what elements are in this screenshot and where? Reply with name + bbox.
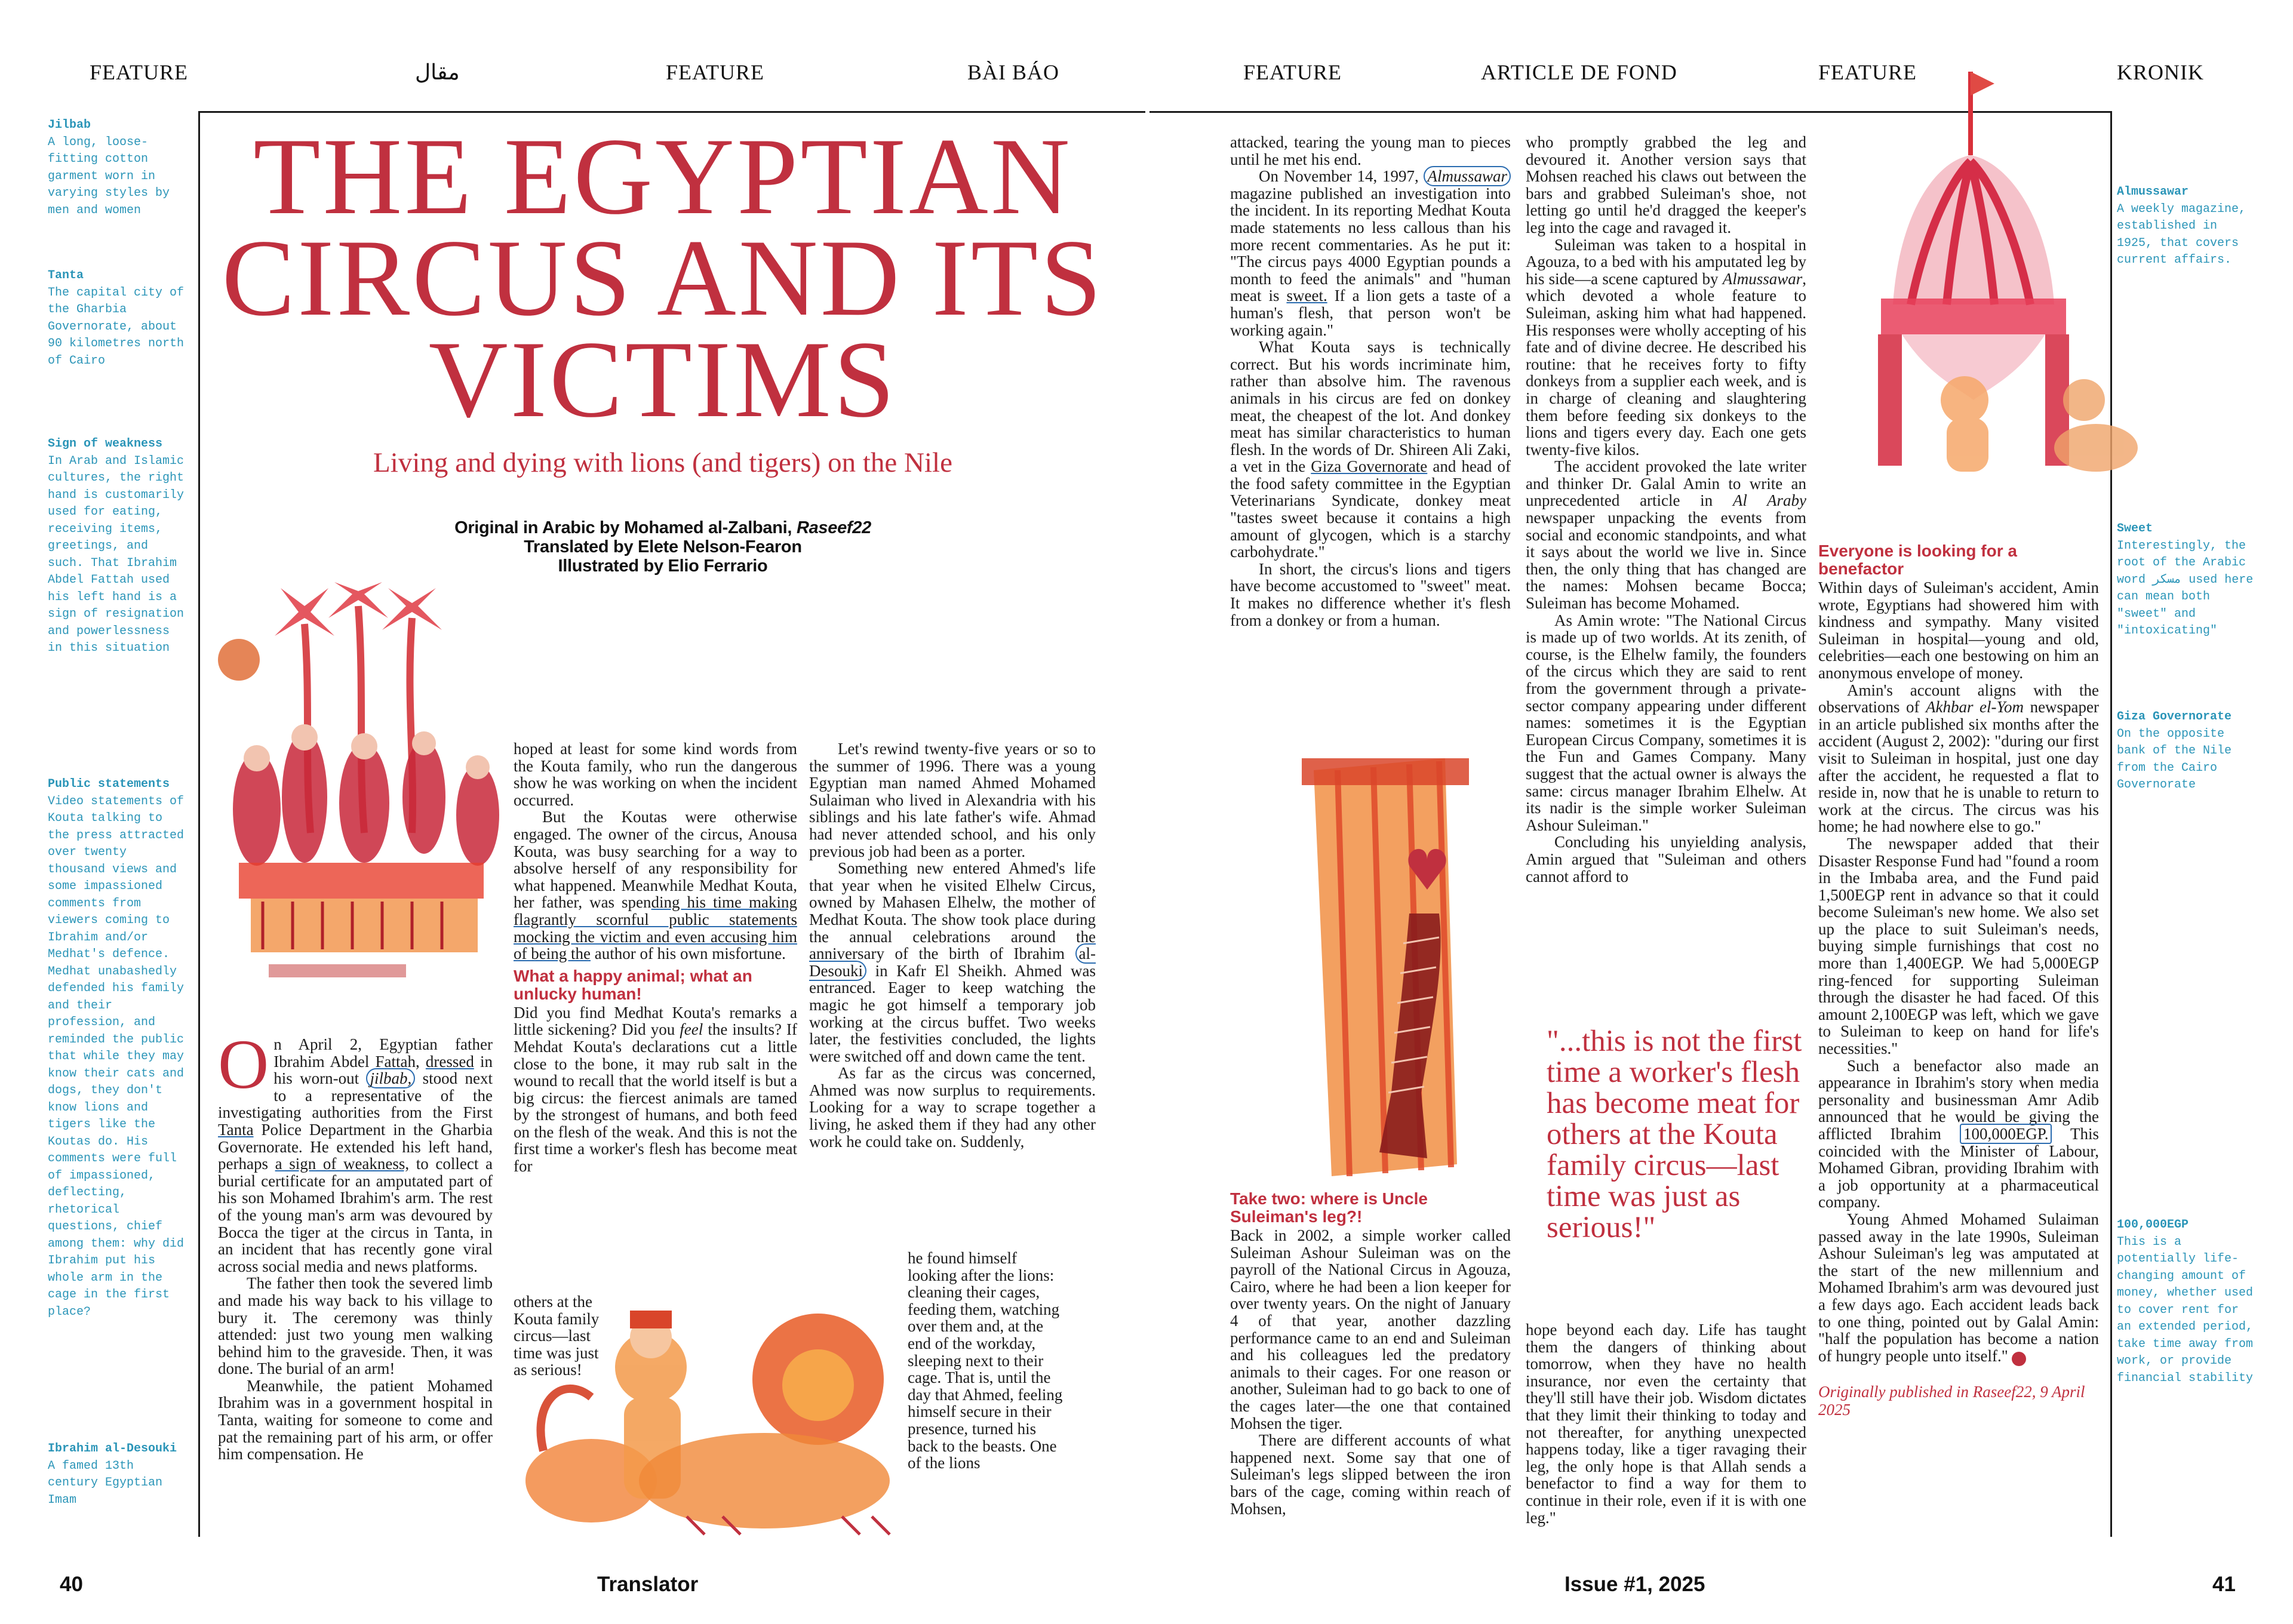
nav-vietnamese: BÀI BÁO xyxy=(967,60,1060,84)
col2-heading: What a happy animal; what an unlucky human! xyxy=(514,966,752,1003)
nav-feature-3: FEATURE xyxy=(1243,60,1342,84)
nav-feature-4: FEATURE xyxy=(1818,60,1917,84)
col6-paragraph-3: The newspaper added that their Disaster Response Fund had "found a room in the Imbaba area, and the Fund paid 1,500EGP rent in advance so that it could become Suleiman's new home. We also set up the place to suit Suleiman's needs, buying simple furnishings that cost no more than 1,400EGP. We had 5,000EGP ring-fenced for supporting Suleiman through the disaster he had faced. Of this amount 2,100EGP was left, which we gave to Suleiman to keep on hand for life's necessities." xyxy=(1818,834,2099,1058)
illustration-tent xyxy=(1821,66,2156,496)
col3-paragraph-1: Let's rewind twenty-five years or so to the summer of 1996. There was a young Egyptian man named Ahmed Mohamed Sulaiman who lived in Alexandria with his siblings and his late father's wife. Ahmad had never attended school, and his only previous job had been as a porter. xyxy=(809,740,1096,860)
col1-paragraph-3: Meanwhile, the patient Mohamed Ibrahim was in a government hospital in Tanta, waiting for someone to come and pat the remaining part of his arm, or offer him compensation. He xyxy=(218,1376,493,1463)
col3-tail: he found himself looking after the lions: cleaning their cages, feeding them, watching over them and, at the end of the workday, sleeping next to their cage. That is, until the day that Ahmed, feeling himself secure in their presence, turned his back to the beasts. One of the lions xyxy=(908,1249,1063,1472)
col1-paragraph-2: The father then took the severed limb and made his way back to his village to bury it. The ceremony was thinly attended: just two young men walking behind him to the graveside. Then, it was done. The burial of an arm! xyxy=(218,1274,493,1378)
nav-feature-2: FEATURE xyxy=(666,60,765,84)
col2-paragraph-2: But the Koutas were otherwise engaged. The owner of the circus, Anousa Kouta, was busy searching for a way to absolve herself of any responsibility for what happened. Meanwhile Medhat Kouta, her father, was spending his time making flagrantly scornful public statements mocking the victim and even accusing him of being the author of his own misfortune. xyxy=(514,808,797,963)
article-title: THE EGYPTIAN CIRCUS AND ITS VICTIMS xyxy=(222,115,1104,440)
article-column-3 xyxy=(809,740,1096,1150)
nav-french: ARTICLE DE FOND xyxy=(1481,60,1677,84)
article-column-6 xyxy=(1818,537,2099,1419)
col4-paragraph-4: In short, the circus's lions and tigers have become accustomed to "sweet" meat. It makes no difference whether it's flesh from a donkey or from a human. xyxy=(1230,559,1511,629)
article-column-5 xyxy=(1526,134,1806,885)
page-number-left: 40 xyxy=(60,1573,83,1596)
col5-paragraph-2: Suleiman was taken to a hospital in Agouza, to a bed with his amputated leg by his side—a scene captured by Almussawar, which devoted a whole feature to Suleiman, asking him what had happened. His responses were wholly accepting of his fate and of divine decree. He described his routine: that he receives forty to fifty donkeys from a supplier each week, and is in charge of cleaning and slaughtering them before feeding six donkeys to the lions and tigers every day. Each one gets twenty-five kilos. xyxy=(1526,235,1806,459)
issue-label: Issue #1, 2025 xyxy=(1564,1573,1705,1596)
article-column-4b xyxy=(1230,1185,1511,1517)
col3-paragraph-3: As far as the circus was concerned, Ahmed was now surplus to requirements. Looking for a way to scrape together a living, he asked them if they had any other work he could take on. Suddenly, xyxy=(809,1064,1096,1151)
nav-arabic: مقال xyxy=(415,60,460,84)
col4-paragraph-3: What Kouta says is technically correct. But his words incriminate him, rather than absolve him. The ravenous animals in his circus are fed on donkey meat, the cheapest of the lot. And donkey meat has similar characteristics to human flesh. In the words of Dr. Shireen Ali Zaki, a vet in the Giza Governorate and head of the food safety committee in the Egyptian Veterinarians Syndicate, donkey meat "tastes sweet because it contains a high amount of glycogen, which is a starchy carbohydrate." xyxy=(1230,338,1511,561)
glossary-giza: Giza Governorate On the opposite bank of the Nile from the Cairo Governorate xyxy=(2117,710,2232,792)
col6-paragraph-4: Such a benefactor also made an appearance in Ibrahim's story when media personality and businessman Amr Adib announced that he would be giving the afflicted Ibrahim 100,000EGP. This coincided with the Minister of Labour, Mohamed Gibran, providing Ibrahim with a job opportunity at a pharmaceutical company. xyxy=(1818,1056,2099,1211)
col5-paragraph-5: Concluding his unyielding analysis, Amin argued that "Suleiman and others cannot afford to xyxy=(1526,833,1806,885)
col5-paragraph-3: The accident provoked the late writer and thinker Dr. Galal Amin to write an unprecedented article in Al Araby newspaper unpacking the events from social and economic standpoints, and what it says about the world we live in. Since then, the only thing that has changed are the names: Mohsen became Bocca; Suleiman has become Mohamed. xyxy=(1526,457,1806,613)
article-column-5b xyxy=(1526,1321,1806,1526)
col1-paragraph-1: On April 2, Egyptian father Ibrahim Abdel Fattah, dressed in his worn-out jilbab, stood next to a representative of the investigating authorities from the First Tanta Police Department in the Gharbia Governorate. He extended his left hand, perhaps a sign of weakness, to collect a burial certificate for an amputated part of his son Mohamed Ibrahim's arm. The rest of the young man's arm was devoured by Bocca the tiger at the circus in Tanta, in an incident that has recently gone viral across social media and news platforms. xyxy=(218,1025,493,1275)
frame-top-left xyxy=(198,111,1145,113)
illustration-palms xyxy=(215,582,514,994)
col6-paragraph-1: Within days of Suleiman's accident, Amin wrote, Egyptians had showered him with kindness and sympathy. Many visited Suleiman in hospital—young and old, celebrities—each one bestowing on him an anonymous envelope of money. xyxy=(1818,579,2099,682)
col4-paragraph-5: Back in 2002, a simple worker called Suleiman Ashour Suleiman was on the payroll of the National Circus in Agouza, Cairo, where he had been a lion keeper for over twenty years. On the night of January 4 of that year, another dazzling performance came to an end and Suleiman and his colleagues led the predatory animals to their cages. For one reason or another, Suleiman had to go back to one of the cages later—the one that contained Mohsen the tiger. xyxy=(1230,1226,1511,1432)
pull-quote: "...this is not the first time a worker's flesh has become meat for others at the Kouta family circus—last time was just as serious!" xyxy=(1547,1025,1802,1244)
col2-paragraph-1: hoped at least for some kind words from the Kouta family, who run the dangerous show he was working on when the incident occurred. xyxy=(514,740,797,809)
glossary-jilbab: Jilbab A long, loose-fitting cotton garment worn in varying styles by men and women xyxy=(48,118,170,217)
col2-tail: others at the Kouta family circus—last time was just as serious! xyxy=(514,1293,600,1379)
col2-paragraph-3: Did you find Medhat Kouta's remarks a little sickening? Did you feel the insults? If Mehdat Kouta's declarations cut a little close to the bone, it may rub salt in the wound to recall that the world itself is but a big circus: the fiercest animals are tamed by the strongest of humans, and both feed on the flesh of the weak. And this is not the first time a worker's flesh has become meat for xyxy=(514,1003,797,1176)
glossary-100000egp: 100,000EGP This is a potentially life-changing amount of money, whether used to cover rent for an extended period, take time away from work, or provide financial stability xyxy=(2117,1218,2254,1385)
nav-indonesian: KRONIK xyxy=(2117,60,2204,84)
article-subtitle: Living and dying with lions (and tigers) on the Nile xyxy=(373,447,952,478)
col5-paragraph-4: As Amin wrote: "The National Circus is made up of two worlds. At its zenith, of course, is the Elhelw family, the founders of the circus which they are said to rent from the government through a private-sector company appearing under different names: sometimes it is the Egyptian European Circus Company, sometimes it is the Fun and Games Company. Many suggest that the actual owner is always the same: circus manager Ibrahim Elhelw. At its nadir is the simple worker Suleiman Ashour Suleiman." xyxy=(1526,611,1806,834)
col5-paragraph-1: who promptly grabbed the leg and devoured it. Another version says that Mohsen reached his claws out between the bars and grabbed Suleiman's shoe, not letting go until he'd dragged the keeper's leg into the cage and ravaged it. xyxy=(1526,133,1806,236)
col4-paragraph-1: attacked, tearing the young man to pieces until he met his end. xyxy=(1230,133,1511,168)
glossary-public-statements: Public statements Video statements of Kouta talking to the press attracted over twenty thousand views and some impassioned comments from viewers coming to Ibrahim and/or Medhat's defence. Medhat unabashedly defended his family and their profession, and reminded the public that while they may know their cats and dogs, they don't know lions and tigers like the Koutas do. His comments were full of impassioned, deflecting, rhetorical questions, chief among them: why did Ibrahim put his whole arm in the cage in the first place? xyxy=(48,777,185,1319)
frame-left xyxy=(198,111,200,1537)
magazine-name: Translator xyxy=(597,1573,699,1596)
glossary-al-desouki: Ibrahim al-Desouki A famed 13th century Egyptian Imam xyxy=(48,1442,177,1507)
article-column-2 xyxy=(514,740,797,1175)
page-number-right: 41 xyxy=(2212,1573,2236,1596)
illustration-cage-leg xyxy=(1230,734,1529,1176)
col6-paragraph-2: Amin's account aligns with the observations of Akhbar el-Yom newspaper in an article published six months after the accident (August 2, 2002): "during our first visit to Suleiman in hospital, just one day after the accident, he requested a flat to reside in, now that he is unable to return to work at the circus. The circus was his home; he had nowhere else to go." xyxy=(1818,681,2100,836)
col6-heading: Everyone is looking for a benefactor xyxy=(1818,542,2017,578)
col4-paragraph-2: On November 14, 1997, Almussawar magazine published an investigation into the incident. In its reporting Medhat Kouta made statements no less callous than his more recent commentaries. As he put it: "The circus pays 4000 Egyptian pounds a month to feed the animals" and "human meat is sweet. If a lion gets a taste of a human's flesh, that person won't be working again." xyxy=(1230,167,1511,339)
article-column-1 xyxy=(218,1025,493,1463)
glossary-almussawar: Almussawar A weekly magazine, established in 1925, that covers current affairs. xyxy=(2117,185,2246,267)
nav-feature-1: FEATURE xyxy=(90,60,189,84)
article-credits: Original in Arabic by Mohamed al-Zalbani, Raseef22 Translated by Elete Nelson-Fearon Illustrated by Elio Ferrario xyxy=(454,518,871,576)
col4-heading: Take two: where is Uncle Suleiman's leg?! xyxy=(1230,1189,1428,1226)
glossary-sweet: Sweet Interestingly, the root of the Arabic word مسكر used here can mean both "sweet" and "intoxicating" xyxy=(2117,522,2254,638)
article-column-4 xyxy=(1230,134,1511,629)
col5-paragraph-6: hope beyond each day. Life has taught them the dangers of thinking about tomorrow, when they have no health insurance, nor even the certainty that they'll still have their job. Wisdom dictates that they limit their thinking to today and not thereafter, for anything unexpected happens today, like a tiger ravaging their leg, the only hope is that Allah sends a benefactor to find a way for them to continue in their role, even if it is with one leg." xyxy=(1526,1321,1806,1527)
col3-paragraph-2: Something new entered Ahmed's life that year when he visited Elhelw Circus, owned by Mahasen Elhelw, the mother of Medhat Kouta. The show took place during the annual celebrations around the anniversary of the birth of Ibrahim al-Desouki in Kafr El Sheikh. Ahmed was entranced. Eager to keep watching the magic he got himself a temporary job working at the circus buffet. Two weeks later, the festivities concluded, the lights were switched off and down came the tent. xyxy=(809,859,1096,1065)
end-mark-icon: T xyxy=(2012,1352,2026,1366)
col6-paragraph-5: Young Ahmed Mohamed Sulaiman passed away in the late 1990s, Suleiman Ashour Suleiman's leg was amputated at the start of the new millennium and Mohamed Ibrahim's arm was devoured just a few days ago. Each accident leads back to one thing, pointed out by Galal Amin: "half the population has become a nation of hungry people unto itself." T xyxy=(1818,1210,2099,1365)
originally-published: Originally published in Raseef22, 9 April 2025 xyxy=(1818,1382,2085,1419)
col4-paragraph-6: There are different accounts of what happened next. Some say that one of Suleiman's legs slipped between the iron bars of the cage, coming within reach of Mohsen, xyxy=(1230,1431,1511,1518)
glossary-tanta: Tanta The capital city of the Gharbia Governorate, about 90 kilometres north of Cairo xyxy=(48,269,185,368)
glossary-sign-of-weakness: Sign of weakness In Arab and Islamic cultures, the right hand is customarily used for eating, receiving items, greetings, and such. That Ibrahim Abdel Fattah used his left hand is a sign of resignation and powerlessness in this situation xyxy=(48,437,185,655)
